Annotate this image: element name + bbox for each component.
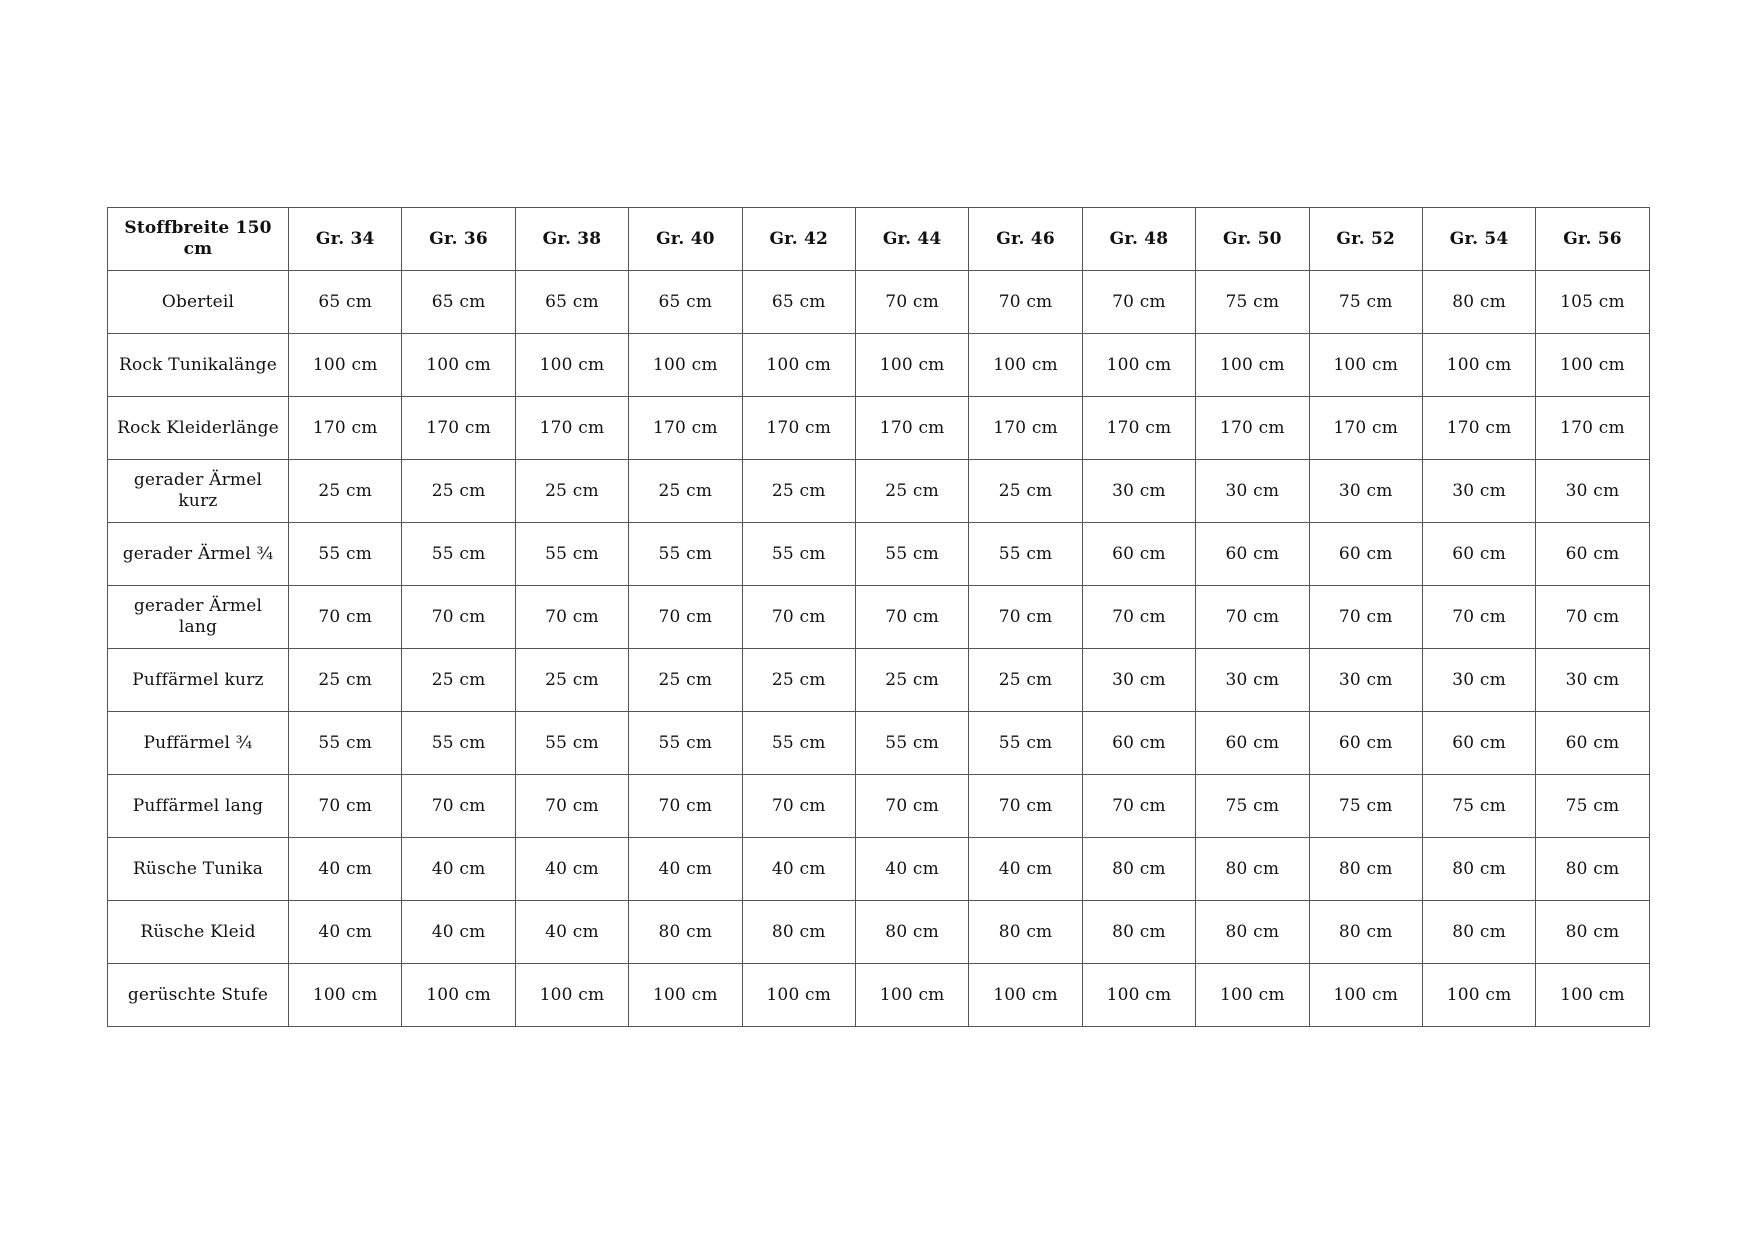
row-label-cell: Rock Tunikalänge [108, 334, 289, 397]
size-header-cell: Gr. 40 [629, 208, 742, 271]
table-row [108, 460, 1650, 523]
value-cell: 100 cm [1422, 964, 1535, 1027]
value-cell: 170 cm [855, 397, 968, 460]
value-cell: 30 cm [1196, 649, 1309, 712]
size-header-cell: Gr. 44 [855, 208, 968, 271]
row-label-cell: gerader Ärmel kurz [108, 460, 289, 523]
fabric-requirements-table [107, 207, 1650, 1027]
value-cell: 100 cm [1196, 964, 1309, 1027]
table-row [108, 712, 1650, 775]
value-cell: 30 cm [1196, 460, 1309, 523]
value-cell: 55 cm [515, 523, 628, 586]
size-header-cell: Gr. 50 [1196, 208, 1309, 271]
value-cell: 60 cm [1309, 523, 1422, 586]
value-cell: 40 cm [289, 901, 402, 964]
value-cell: 100 cm [1309, 964, 1422, 1027]
value-cell: 100 cm [515, 964, 628, 1027]
value-cell: 25 cm [629, 649, 742, 712]
value-cell: 80 cm [1309, 901, 1422, 964]
table-row [108, 649, 1650, 712]
size-header-cell: Gr. 42 [742, 208, 855, 271]
size-header-cell: Gr. 46 [969, 208, 1082, 271]
value-cell: 40 cm [629, 838, 742, 901]
value-cell: 40 cm [402, 901, 515, 964]
value-cell: 170 cm [1082, 397, 1195, 460]
value-cell: 80 cm [742, 901, 855, 964]
row-label-cell: Rüsche Kleid [108, 901, 289, 964]
value-cell: 70 cm [1422, 586, 1535, 649]
value-cell: 170 cm [969, 397, 1082, 460]
value-cell: 25 cm [855, 649, 968, 712]
row-label-cell: Puffärmel lang [108, 775, 289, 838]
value-cell: 60 cm [1422, 712, 1535, 775]
value-cell: 40 cm [515, 901, 628, 964]
value-cell: 170 cm [1309, 397, 1422, 460]
value-cell: 75 cm [1422, 775, 1535, 838]
row-label-cell: Puffärmel kurz [108, 649, 289, 712]
value-cell: 25 cm [515, 649, 628, 712]
value-cell: 100 cm [1536, 334, 1649, 397]
value-cell: 70 cm [1196, 586, 1309, 649]
value-cell: 70 cm [402, 775, 515, 838]
value-cell: 100 cm [515, 334, 628, 397]
value-cell: 80 cm [1196, 838, 1309, 901]
value-cell: 40 cm [402, 838, 515, 901]
value-cell: 75 cm [1536, 775, 1649, 838]
value-cell: 25 cm [969, 460, 1082, 523]
value-cell: 100 cm [289, 334, 402, 397]
value-cell: 60 cm [1309, 712, 1422, 775]
value-cell: 30 cm [1082, 460, 1195, 523]
value-cell: 80 cm [969, 901, 1082, 964]
value-cell: 60 cm [1196, 523, 1309, 586]
size-header-cell: Gr. 54 [1422, 208, 1535, 271]
value-cell: 65 cm [515, 271, 628, 334]
value-cell: 40 cm [515, 838, 628, 901]
value-cell: 170 cm [1196, 397, 1309, 460]
value-cell: 75 cm [1309, 271, 1422, 334]
value-cell: 80 cm [855, 901, 968, 964]
value-cell: 75 cm [1309, 775, 1422, 838]
value-cell: 100 cm [402, 964, 515, 1027]
value-cell: 100 cm [742, 964, 855, 1027]
value-cell: 100 cm [1422, 334, 1535, 397]
value-cell: 100 cm [855, 334, 968, 397]
value-cell: 100 cm [629, 964, 742, 1027]
value-cell: 60 cm [1082, 523, 1195, 586]
value-cell: 70 cm [1309, 586, 1422, 649]
value-cell: 75 cm [1196, 775, 1309, 838]
row-label-cell: Rüsche Tunika [108, 838, 289, 901]
header-row [108, 208, 1650, 271]
value-cell: 60 cm [1196, 712, 1309, 775]
value-cell: 60 cm [1422, 523, 1535, 586]
value-cell: 70 cm [515, 775, 628, 838]
value-cell: 55 cm [629, 712, 742, 775]
value-cell: 55 cm [969, 523, 1082, 586]
value-cell: 25 cm [289, 460, 402, 523]
value-cell: 25 cm [742, 649, 855, 712]
table-row [108, 586, 1650, 649]
value-cell: 30 cm [1422, 460, 1535, 523]
value-cell: 30 cm [1309, 460, 1422, 523]
value-cell: 80 cm [1082, 838, 1195, 901]
row-label-cell: Puffärmel ¾ [108, 712, 289, 775]
table-row [108, 397, 1650, 460]
value-cell: 40 cm [969, 838, 1082, 901]
size-header-cell: Gr. 36 [402, 208, 515, 271]
row-label-cell: Rock Kleiderlänge [108, 397, 289, 460]
value-cell: 75 cm [1196, 271, 1309, 334]
value-cell: 55 cm [969, 712, 1082, 775]
value-cell: 25 cm [289, 649, 402, 712]
value-cell: 80 cm [1196, 901, 1309, 964]
value-cell: 70 cm [629, 775, 742, 838]
value-cell: 70 cm [629, 586, 742, 649]
value-cell: 80 cm [1082, 901, 1195, 964]
value-cell: 70 cm [289, 775, 402, 838]
value-cell: 105 cm [1536, 271, 1649, 334]
value-cell: 25 cm [855, 460, 968, 523]
value-cell: 55 cm [855, 712, 968, 775]
value-cell: 70 cm [1082, 271, 1195, 334]
value-cell: 25 cm [515, 460, 628, 523]
value-cell: 30 cm [1536, 649, 1649, 712]
table-row [108, 775, 1650, 838]
value-cell: 40 cm [289, 838, 402, 901]
value-cell: 65 cm [289, 271, 402, 334]
row-label-cell: gerader Ärmel ¾ [108, 523, 289, 586]
value-cell: 25 cm [742, 460, 855, 523]
value-cell: 25 cm [969, 649, 1082, 712]
value-cell: 100 cm [1536, 964, 1649, 1027]
value-cell: 100 cm [289, 964, 402, 1027]
value-cell: 170 cm [1422, 397, 1535, 460]
corner-header-cell: Stoffbreite 150 cm [108, 208, 289, 271]
size-header-cell: Gr. 56 [1536, 208, 1649, 271]
value-cell: 30 cm [1422, 649, 1535, 712]
table-row [108, 964, 1650, 1027]
value-cell: 100 cm [1196, 334, 1309, 397]
value-cell: 70 cm [1536, 586, 1649, 649]
row-label-cell: gerader Ärmel lang [108, 586, 289, 649]
value-cell: 100 cm [1309, 334, 1422, 397]
table-row [108, 271, 1650, 334]
table-row [108, 334, 1650, 397]
value-cell: 65 cm [402, 271, 515, 334]
value-cell: 100 cm [1082, 334, 1195, 397]
value-cell: 80 cm [1422, 901, 1535, 964]
value-cell: 170 cm [1536, 397, 1649, 460]
value-cell: 100 cm [629, 334, 742, 397]
size-header-cell: Gr. 38 [515, 208, 628, 271]
value-cell: 55 cm [402, 523, 515, 586]
value-cell: 100 cm [969, 964, 1082, 1027]
value-cell: 55 cm [402, 712, 515, 775]
value-cell: 55 cm [515, 712, 628, 775]
row-label-cell: gerüschte Stufe [108, 964, 289, 1027]
value-cell: 70 cm [1082, 775, 1195, 838]
value-cell: 170 cm [402, 397, 515, 460]
value-cell: 30 cm [1536, 460, 1649, 523]
size-header-cell: Gr. 48 [1082, 208, 1195, 271]
value-cell: 170 cm [289, 397, 402, 460]
value-cell: 60 cm [1082, 712, 1195, 775]
value-cell: 100 cm [402, 334, 515, 397]
table-row [108, 838, 1650, 901]
value-cell: 65 cm [629, 271, 742, 334]
value-cell: 100 cm [1082, 964, 1195, 1027]
table-row [108, 523, 1650, 586]
value-cell: 70 cm [969, 775, 1082, 838]
value-cell: 70 cm [742, 775, 855, 838]
value-cell: 60 cm [1536, 523, 1649, 586]
table-body [108, 271, 1650, 1027]
value-cell: 25 cm [629, 460, 742, 523]
value-cell: 70 cm [855, 586, 968, 649]
value-cell: 60 cm [1536, 712, 1649, 775]
value-cell: 80 cm [1422, 838, 1535, 901]
value-cell: 30 cm [1082, 649, 1195, 712]
value-cell: 70 cm [855, 775, 968, 838]
value-cell: 30 cm [1309, 649, 1422, 712]
value-cell: 80 cm [1536, 838, 1649, 901]
value-cell: 100 cm [855, 964, 968, 1027]
value-cell: 40 cm [742, 838, 855, 901]
value-cell: 55 cm [289, 523, 402, 586]
value-cell: 70 cm [969, 586, 1082, 649]
value-cell: 55 cm [742, 523, 855, 586]
value-cell: 25 cm [402, 460, 515, 523]
document-page [107, 207, 1649, 1027]
size-header-cell: Gr. 52 [1309, 208, 1422, 271]
row-label-cell: Oberteil [108, 271, 289, 334]
value-cell: 55 cm [742, 712, 855, 775]
value-cell: 40 cm [855, 838, 968, 901]
value-cell: 70 cm [289, 586, 402, 649]
value-cell: 170 cm [629, 397, 742, 460]
size-header-cell: Gr. 34 [289, 208, 402, 271]
value-cell: 55 cm [855, 523, 968, 586]
value-cell: 25 cm [402, 649, 515, 712]
value-cell: 70 cm [855, 271, 968, 334]
value-cell: 170 cm [515, 397, 628, 460]
value-cell: 80 cm [629, 901, 742, 964]
value-cell: 70 cm [1082, 586, 1195, 649]
value-cell: 70 cm [515, 586, 628, 649]
value-cell: 70 cm [402, 586, 515, 649]
value-cell: 100 cm [969, 334, 1082, 397]
value-cell: 55 cm [629, 523, 742, 586]
value-cell: 65 cm [742, 271, 855, 334]
value-cell: 55 cm [289, 712, 402, 775]
value-cell: 80 cm [1536, 901, 1649, 964]
value-cell: 70 cm [969, 271, 1082, 334]
value-cell: 100 cm [742, 334, 855, 397]
value-cell: 80 cm [1422, 271, 1535, 334]
value-cell: 70 cm [742, 586, 855, 649]
table-row [108, 901, 1650, 964]
value-cell: 170 cm [742, 397, 855, 460]
value-cell: 80 cm [1309, 838, 1422, 901]
